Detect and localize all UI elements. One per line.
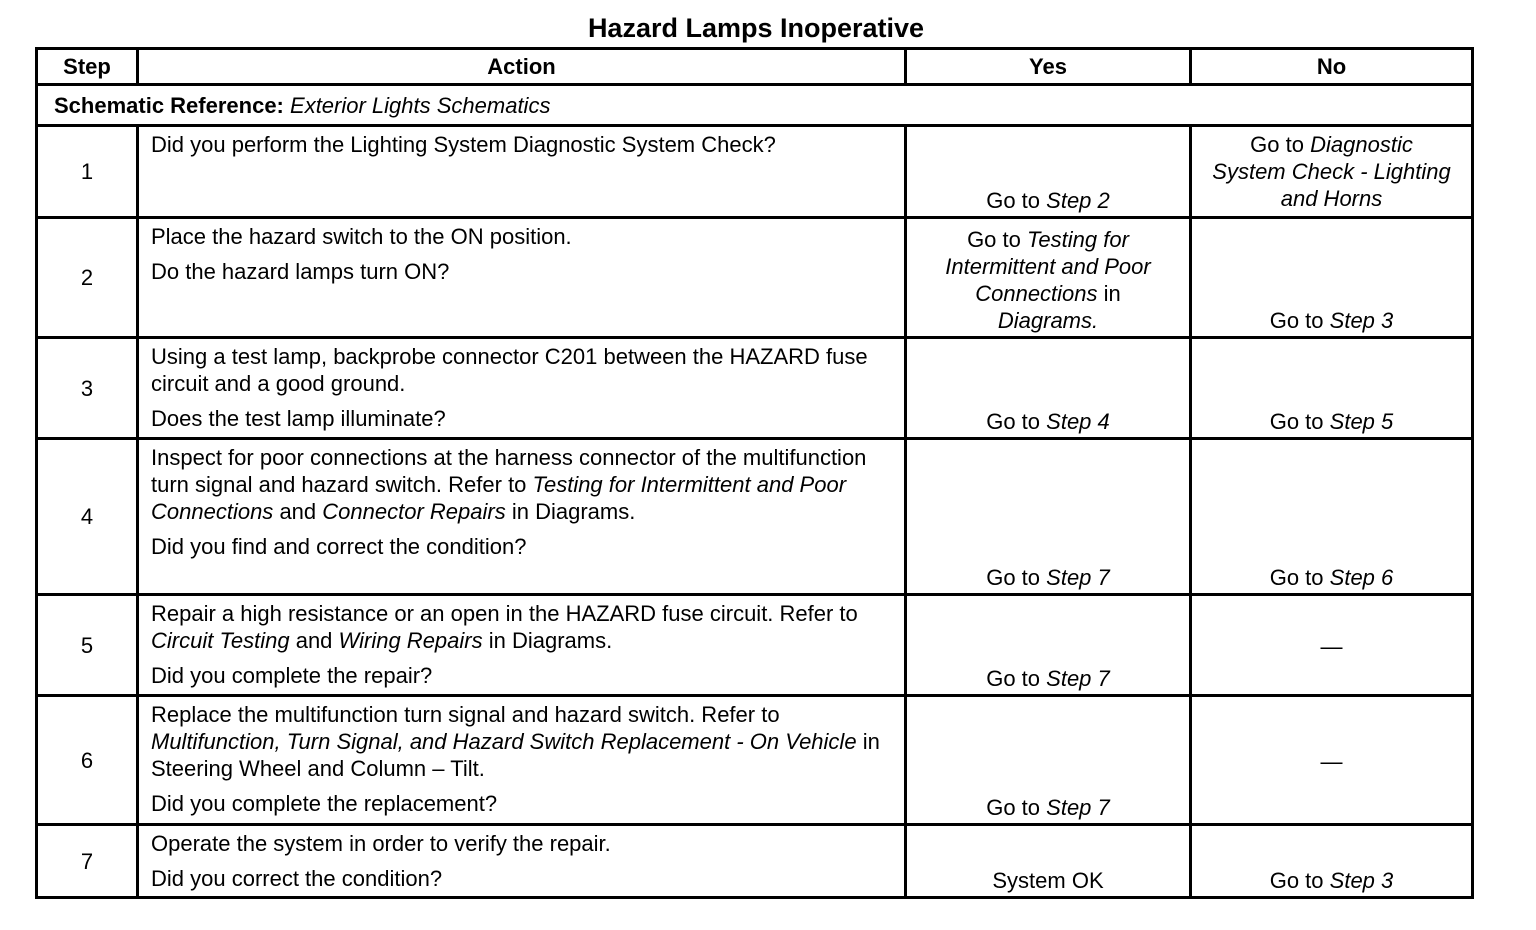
yes-link[interactable]: Step 7 <box>1046 666 1110 691</box>
action-text: Operate the system in order to verify the repair. <box>151 831 611 856</box>
yes-cell: System OK <box>906 825 1191 898</box>
action-text <box>151 701 894 782</box>
header-action: Action <box>138 49 906 85</box>
header-no: No <box>1191 49 1473 85</box>
no-cell <box>1191 218 1473 338</box>
action-text-part: and <box>295 628 333 653</box>
no-cell <box>1191 338 1473 439</box>
yes-cell <box>906 696 1191 825</box>
action-text-part: and <box>279 499 317 524</box>
yes-cell <box>906 126 1191 218</box>
no-cell: — <box>1191 696 1473 825</box>
action-text-part: Repair a high resistance or an open in the HAZARD fuse circuit. Refer to <box>151 601 858 626</box>
action-question: Do the hazard lamps turn ON? <box>151 259 450 284</box>
header-step: Step <box>37 49 138 85</box>
no-prefix: Go to <box>1269 409 1324 434</box>
action-text: Did you perform the Lighting System Diagnostic System Check? <box>151 132 776 157</box>
action-text <box>151 600 894 654</box>
table-row <box>37 126 1473 218</box>
step-number: 1 <box>37 126 138 218</box>
yes-mid: in <box>1103 281 1121 306</box>
action-link[interactable]: Multifunction, Turn Signal, and Hazard Switch Replacement - On Vehicle <box>151 729 857 754</box>
no-prefix: Go to <box>1250 132 1304 157</box>
no-cell <box>1191 825 1473 898</box>
schematic-reference <box>37 85 1473 126</box>
step-number: 4 <box>37 439 138 595</box>
action-text-part: Replace the multifunction turn signal and hazard switch. Refer to <box>151 702 780 727</box>
yes-cell <box>906 338 1191 439</box>
action-text <box>151 444 894 525</box>
page-title: Hazard Lamps Inoperative <box>587 13 925 43</box>
yes-link[interactable]: Step 2 <box>1046 188 1110 213</box>
schematic-reference-label: Schematic Reference: <box>54 92 284 118</box>
no-link[interactable]: Step 5 <box>1329 409 1394 434</box>
action-question: Did you find and correct the condition? <box>151 534 527 559</box>
yes-link[interactable]: Step 7 <box>1046 795 1110 820</box>
action-question: Did you correct the condition? <box>151 866 443 891</box>
no-link[interactable]: Step 3 <box>1329 308 1394 333</box>
no-link[interactable]: Diagnostic System Check - Lighting and Horns <box>1212 132 1451 211</box>
yes-prefix: Go to <box>967 227 1021 252</box>
step-number: 7 <box>37 825 138 898</box>
step-number: 3 <box>37 338 138 439</box>
action-link[interactable]: Connector Repairs <box>322 499 506 524</box>
action-question: Did you complete the repair? <box>151 663 433 688</box>
step-number: 5 <box>37 595 138 696</box>
action-text-part: in Steering Wheel and Column – Tilt. <box>151 729 880 781</box>
table-row <box>37 696 1473 825</box>
yes-link[interactable]: Step 4 <box>1046 409 1110 434</box>
action-link[interactable]: Testing for Intermittent and Poor Connections <box>151 472 847 524</box>
action-link[interactable]: Circuit Testing <box>151 628 290 653</box>
schematic-reference-link[interactable]: Exterior Lights Schematics <box>290 92 551 118</box>
no-link[interactable]: Step 3 <box>1329 868 1394 893</box>
action-text-part: in Diagrams. <box>488 628 613 653</box>
header-yes: Yes <box>906 49 1191 85</box>
no-cell <box>1191 439 1473 595</box>
action-text-part: Inspect for poor connections at the harness connector of the multifunction turn signal and hazard switch. Refer to <box>151 445 867 497</box>
table-row <box>37 218 1473 338</box>
action-cell <box>138 696 906 825</box>
yes-link[interactable]: Step 7 <box>1046 565 1110 590</box>
no-prefix: Go to <box>1269 565 1324 590</box>
action-text-part: in Diagrams. <box>511 499 636 524</box>
yes-prefix: Go to <box>986 795 1041 820</box>
yes-prefix: Go to <box>986 188 1041 213</box>
yes-cell <box>906 439 1191 595</box>
action-cell <box>138 338 906 439</box>
no-cell: — <box>1191 595 1473 696</box>
action-text: Using a test lamp, backprobe connector C201 between the HAZARD fuse circuit and a good ground. <box>151 344 868 396</box>
table-row <box>37 338 1473 439</box>
step-number: 2 <box>37 218 138 338</box>
action-cell <box>138 439 906 595</box>
yes-cell <box>906 218 1191 338</box>
action-link[interactable]: Wiring Repairs <box>338 628 483 653</box>
action-cell <box>138 595 906 696</box>
yes-link[interactable]: Testing for Intermittent and Poor Connections <box>945 227 1151 306</box>
yes-link-2[interactable]: Diagrams. <box>997 308 1099 333</box>
no-prefix: Go to <box>1269 868 1324 893</box>
table-row <box>37 439 1473 595</box>
yes-prefix: Go to <box>986 565 1041 590</box>
step-number: 6 <box>37 696 138 825</box>
action-question: Does the test lamp illuminate? <box>151 406 446 431</box>
no-prefix: Go to <box>1269 308 1324 333</box>
yes-prefix: Go to <box>986 409 1041 434</box>
action-text: Place the hazard switch to the ON position. <box>151 224 572 249</box>
no-link[interactable]: Step 6 <box>1329 565 1394 590</box>
diagnostic-table <box>35 47 1474 899</box>
no-cell <box>1191 126 1473 218</box>
action-question: Did you complete the replacement? <box>151 791 498 816</box>
table-row <box>37 825 1473 898</box>
yes-cell <box>906 595 1191 696</box>
table-row <box>37 595 1473 696</box>
action-cell <box>138 825 906 898</box>
table-header-row <box>37 49 1473 85</box>
action-cell <box>138 126 906 218</box>
schematic-reference-row <box>37 85 1473 126</box>
action-cell <box>138 218 906 338</box>
yes-prefix: Go to <box>986 666 1041 691</box>
